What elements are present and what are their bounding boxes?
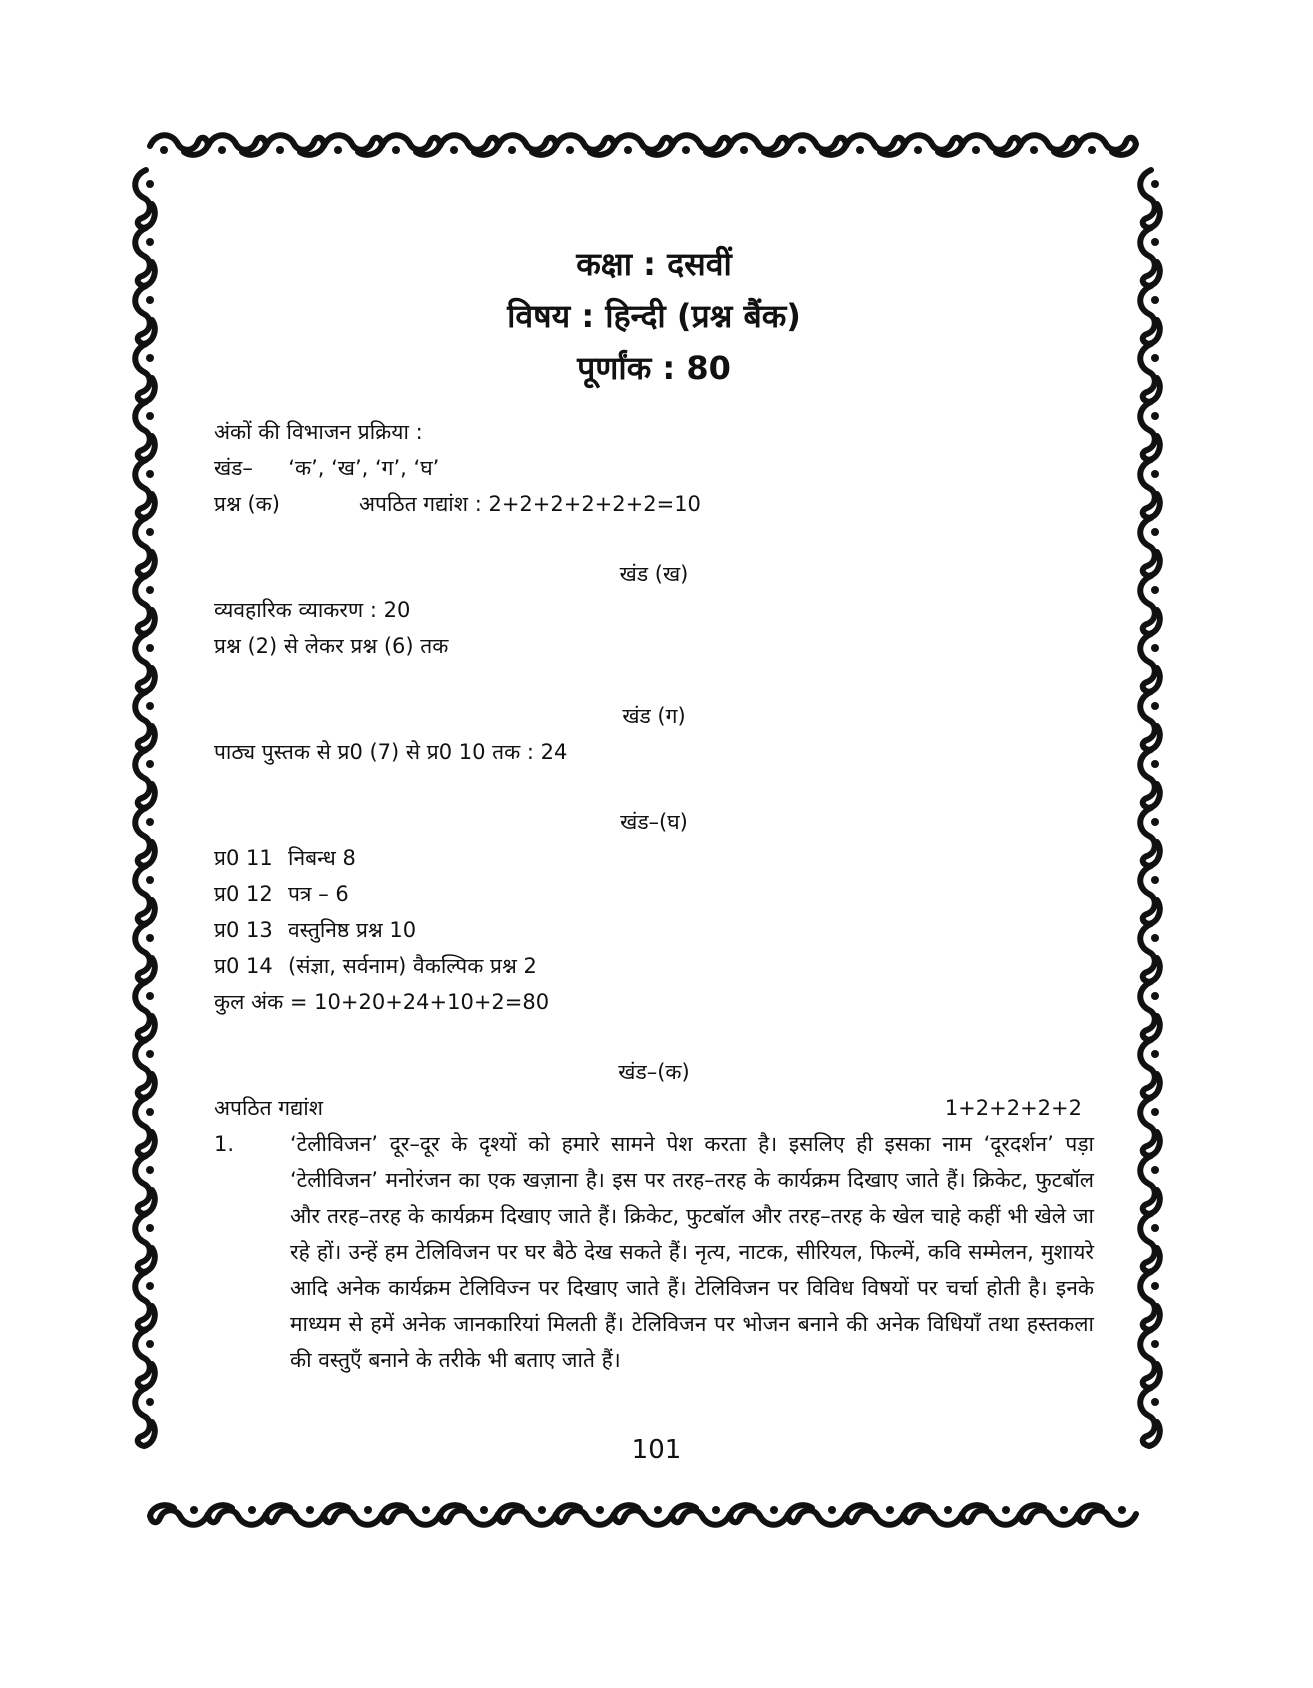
border-ornament [962, 135, 1020, 155]
section-gh-item [214, 876, 1094, 912]
border-ornament [904, 1505, 962, 1525]
border-ornament [150, 1505, 208, 1525]
section-kh-line2: प्रश्न (2) से लेकर प्रश्न (6) तक [214, 634, 449, 658]
border-ornament [440, 135, 498, 155]
border-ornament [135, 808, 155, 866]
question-k-label: प्रश्न (क) [214, 492, 280, 516]
border-ornament [382, 135, 440, 155]
border-ornament [846, 135, 904, 155]
border-ornament [556, 1505, 614, 1525]
border-ornament [730, 135, 788, 155]
page-number: 101 [631, 1435, 682, 1465]
border-ornament [1140, 1040, 1160, 1098]
passage-paragraph [214, 1126, 1094, 1378]
item-number: प्र0 14 [214, 954, 273, 978]
sections-line [214, 450, 1094, 486]
item-text: निबन्ध 8 [288, 846, 356, 870]
border-ornament [135, 518, 155, 576]
question-k-line [214, 486, 1094, 522]
border-ornament [1020, 1505, 1078, 1525]
border-ornament [1140, 286, 1160, 344]
item-text: वस्तुनिष्ठ प्रश्न 10 [288, 918, 417, 942]
border-ornament [135, 634, 155, 692]
border-ornament [135, 1272, 155, 1330]
border-ornament [1140, 1156, 1160, 1214]
border-ornament [135, 1156, 155, 1214]
border-ornament [135, 1214, 155, 1272]
paragraph-text: ‘टेलीविजन’ दूर–दूर के दृश्यों को हमारे सामने पेश करता है। इसलिए ही इसका नाम ‘दूरदर्शन’ पड़ा ‘टेलीविजन’ मनोरंजन का एक खज़ाना है। इस पर तरह–तरह के कार्यक्रम दिखाए जाते हैं। क्रिकेट, फुटबॉल और तरह–तरह के कार्यक्रम दिखाए जाते हैं। क्रिकेट, फुटबॉल और तरह–तरह के खेल चाहे कहीं भी खेले जा रहे हों। उन्हें हम टेलिविजन पर घर बैठे देख सकते हैं। नृत्य, नाटक, सीरियल, फिल्में, कवि सम्मेलन, मुशायरे आदि अनेक कार्यक्रम टेलिविज्न पर दिखाए जाते हैं। टेलिविजन पर विविध विषयों पर चर्चा होती है। इनके माध्यम से हमें अनेक जानकारियां मिलती हैं। टेलिविजन पर भोजन बनाने की अनेक विधियाँ तथा हस्तकला की वस्तुएँ बनाने के तरीके भी बताए जाते हैं। [290, 1132, 1094, 1372]
border-ornament [498, 1505, 556, 1525]
border-ornament [150, 135, 208, 155]
border-ornament [135, 692, 155, 750]
border-ornament [135, 576, 155, 634]
distribution-title: अंकों की विभाजन प्रक्रिया : [214, 420, 423, 444]
border-ornament [556, 135, 614, 155]
border-ornament [135, 924, 155, 982]
item-text: (संज्ञा, सर्वनाम) वैकल्पिक प्रश्न 2 [288, 954, 537, 978]
border-ornament [135, 344, 155, 402]
border-ornament [1140, 866, 1160, 924]
border-ornament [730, 1505, 788, 1525]
item-number: प्र0 11 [214, 846, 273, 870]
border-ornament [498, 135, 556, 155]
passage-marks: 1+2+2+2+2 [944, 1096, 1082, 1120]
section-kh-title: खंड (ख) [619, 562, 689, 586]
section-g-title: खंड (ग) [622, 704, 686, 728]
paragraph-number: 1. [214, 1132, 235, 1156]
section-gh-item [214, 912, 1094, 948]
section-gh-item [214, 840, 1094, 876]
page-content [214, 238, 1094, 1378]
border-ornament [1020, 135, 1078, 155]
border-ornament [135, 402, 155, 460]
border-ornament [135, 460, 155, 518]
border-ornament [1140, 576, 1160, 634]
border-ornament [672, 135, 730, 155]
border-ornament [788, 1505, 846, 1525]
unseen-passage-heading-row [214, 1090, 1094, 1126]
unseen-passage-heading: अपठित गद्यांश [214, 1096, 324, 1120]
class-heading: कक्षा : दसवीं [576, 245, 732, 283]
border-ornament [324, 1505, 382, 1525]
border-ornament [1140, 170, 1160, 228]
border-ornament [1140, 228, 1160, 286]
item-number: प्र0 12 [214, 882, 273, 906]
section-gh-item [214, 948, 1094, 984]
border-ornament [135, 750, 155, 808]
border-ornament [266, 1505, 324, 1525]
border-ornament [1140, 1098, 1160, 1156]
border-ornament [1140, 1272, 1160, 1330]
section-k-title: खंड–(क) [618, 1060, 690, 1084]
border-ornament [1140, 808, 1160, 866]
border-ornament [1140, 924, 1160, 982]
border-ornament [672, 1505, 730, 1525]
border-ornament [846, 1505, 904, 1525]
item-text: पत्र – 6 [288, 882, 349, 906]
border-ornament [1140, 634, 1160, 692]
total-marks-line: कुल अंक = 10+20+24+10+2=80 [214, 990, 550, 1014]
section-kh-line1: व्यवहारिक व्याकरण : 20 [214, 598, 411, 622]
question-k-text: अपठित गद्यांश : 2+2+2+2+2+2=10 [359, 492, 701, 516]
border-ornament [135, 1330, 155, 1388]
sections-label: खंड– [214, 456, 253, 480]
border-ornament [614, 1505, 672, 1525]
border-ornament [266, 135, 324, 155]
subject-heading: विषय : हिन्दी (प्रश्न बैंक) [507, 297, 801, 335]
border-ornament [788, 135, 846, 155]
border-ornament [1140, 460, 1160, 518]
border-ornament [614, 135, 672, 155]
border-ornament [1140, 1330, 1160, 1388]
border-ornament [135, 286, 155, 344]
border-ornament [1140, 1214, 1160, 1272]
border-ornament [1140, 750, 1160, 808]
border-ornament [1140, 402, 1160, 460]
border-ornament [382, 1505, 440, 1525]
border-ornament [1140, 344, 1160, 402]
border-ornament [1140, 982, 1160, 1040]
marks-heading: पूर्णांक : 80 [577, 349, 731, 387]
border-ornament [962, 1505, 1020, 1525]
border-ornament [1140, 692, 1160, 750]
border-ornament [1078, 135, 1136, 155]
border-ornament [440, 1505, 498, 1525]
border-ornament [324, 135, 382, 155]
border-ornament [135, 170, 155, 228]
border-ornament [135, 982, 155, 1040]
border-ornament [135, 228, 155, 286]
border-ornament [904, 135, 962, 155]
section-g-line1: पाठ्य पुस्तक से प्र0 (7) से प्र0 10 तक : 24 [214, 740, 568, 764]
item-number: प्र0 13 [214, 918, 273, 942]
border-ornament [135, 1098, 155, 1156]
sections-list: ‘क’, ‘ख’, ‘ग’, ‘घ’ [288, 456, 440, 480]
border-ornament [208, 1505, 266, 1525]
border-ornament [135, 866, 155, 924]
border-ornament [1078, 1505, 1136, 1525]
section-gh-title: खंड–(घ) [620, 810, 688, 834]
border-ornament [1140, 518, 1160, 576]
border-ornament [135, 1040, 155, 1098]
border-ornament [208, 135, 266, 155]
